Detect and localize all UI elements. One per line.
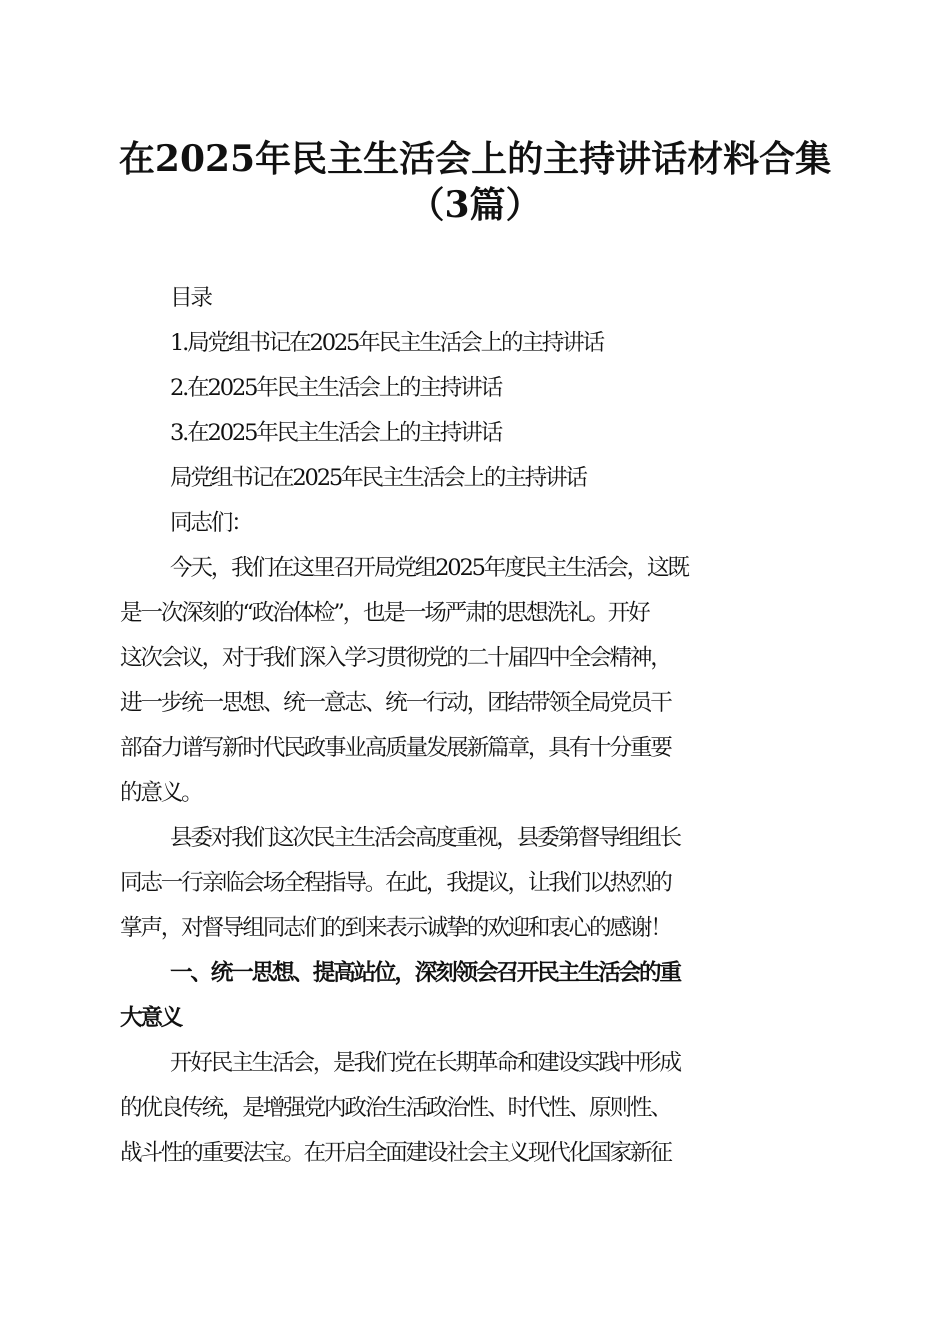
paragraph-2-line: 同志一行亲临会场全程指导。在此，我提议，让我们以热烈的 — [120, 870, 671, 896]
toc-item-1: 1.局党组书记在2025年民主生活会上的主持讲话 — [170, 330, 603, 356]
toc-item-3: 3.在2025年民主生活会上的主持讲话 — [170, 420, 501, 446]
section-title: 局党组书记在2025年民主生活会上的主持讲话 — [170, 465, 586, 491]
heading-1-line: 一、统一思想、提高站位，深刻领会召开民主生活会的重 — [170, 960, 680, 986]
paragraph-3-line: 开好民主生活会，是我们党在长期革命和建设实践中形成 — [170, 1050, 680, 1076]
paragraph-1-line: 部奋力谱写新时代民政事业高质量发展新篇章，具有十分重要 — [120, 735, 671, 761]
document-title-line1: 在2025年民主生活会上的主持讲话材料合集 — [118, 138, 832, 180]
salutation: 同志们： — [170, 510, 252, 536]
paragraph-2-line: 掌声，对督导组同志们的到来表示诚挚的欢迎和衷心的感谢！ — [120, 915, 671, 941]
paragraph-1-line: 是一次深刻的“政治体检”，也是一场严肃的思想洗礼。开好 — [120, 600, 649, 626]
paragraph-1-line: 的意义。 — [120, 780, 202, 806]
paragraph-1-line: 进一步统一思想、统一意志、统一行动，团结带领全局党员干 — [120, 690, 671, 716]
toc-heading: 目录 — [170, 285, 211, 311]
document-title-line2: （3篇） — [408, 184, 542, 226]
toc-item-2: 2.在2025年民主生活会上的主持讲话 — [170, 375, 501, 401]
paragraph-3-line: 战斗性的重要法宝。在开启全面建设社会主义现代化国家新征 — [120, 1140, 671, 1166]
paragraph-3-line: 的优良传统，是增强党内政治生活政治性、时代性、原则性、 — [120, 1095, 671, 1121]
paragraph-1-line: 今天，我们在这里召开局党组2025年度民主生活会，这既 — [170, 555, 688, 581]
paragraph-2-line: 县委对我们这次民主生活会高度重视，县委第督导组组长 — [170, 825, 680, 851]
paragraph-1-line: 这次会议，对于我们深入学习贯彻党的二十届四中全会精神， — [120, 645, 671, 671]
heading-1-line: 大意义 — [120, 1005, 182, 1031]
